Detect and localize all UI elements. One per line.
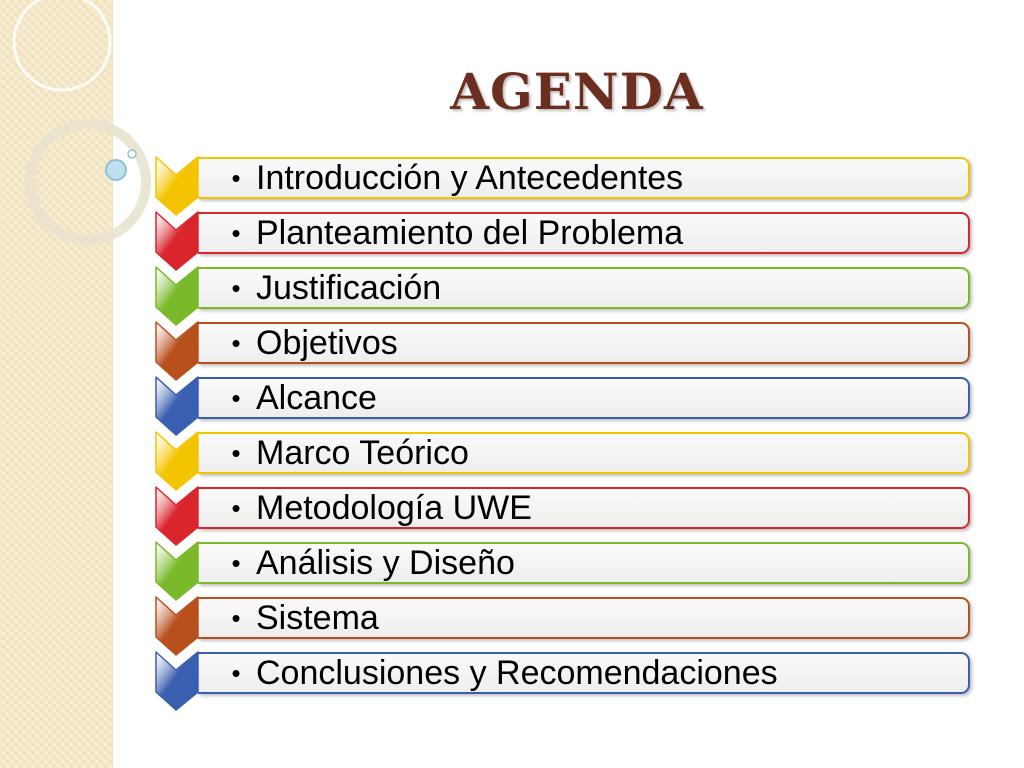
agenda-item-bar [198,597,970,639]
agenda-item-bar [198,322,970,364]
agenda-item [154,595,974,650]
agenda-item-bar [198,212,970,254]
chevron-down-icon [154,210,200,272]
slide-title: AGENDA [450,62,704,121]
bullet-icon: • [231,217,241,248]
bullet-icon: • [231,492,241,523]
bullet-icon: • [231,382,241,413]
chevron-down-icon [154,155,200,217]
chevron-down-icon [154,650,200,712]
bullet-icon: • [231,437,241,468]
agenda-item-label: Alcance [256,378,377,417]
chevron-down-icon [154,265,200,327]
agenda-item [154,650,974,705]
bullet-icon: • [231,272,241,303]
chevron-down-icon [154,595,200,657]
agenda-item [154,210,974,265]
agenda-item-label: Objetivos [256,323,398,362]
chevron-down-icon [154,375,200,437]
agenda-item [154,375,974,430]
bullet-icon: • [231,547,241,578]
chevron-down-icon [154,540,200,602]
chevron-down-icon [154,485,200,547]
chevron-down-icon [154,430,200,492]
bullet-icon: • [231,327,241,358]
agenda-item-label: Conclusiones y Recomendaciones [256,653,778,692]
agenda-list [154,155,974,705]
agenda-item-bar [198,267,970,309]
bullet-icon: • [231,162,241,193]
bullet-icon: • [231,657,241,688]
agenda-item-label: Metodología UWE [256,488,532,527]
agenda-item-label: Marco Teórico [256,433,469,472]
agenda-item-bar [198,542,970,584]
agenda-item [154,540,974,595]
agenda-item [154,265,974,320]
agenda-item-label: Sistema [256,598,379,637]
agenda-item-bar [198,157,970,199]
agenda-item [154,430,974,485]
agenda-item-label: Introducción y Antecedentes [256,158,684,197]
agenda-item-bar [198,377,970,419]
agenda-item-bar [198,432,970,474]
agenda-item-bar [198,652,970,694]
agenda-item [154,320,974,375]
agenda-item-label: Justificación [256,268,442,307]
agenda-item-label: Análisis y Diseño [256,543,515,582]
agenda-item [154,155,974,210]
agenda-item [154,485,974,540]
chevron-down-icon [154,320,200,382]
agenda-item-bar [198,487,970,529]
bullet-icon: • [231,602,241,633]
agenda-item-label: Planteamiento del Problema [256,213,684,252]
